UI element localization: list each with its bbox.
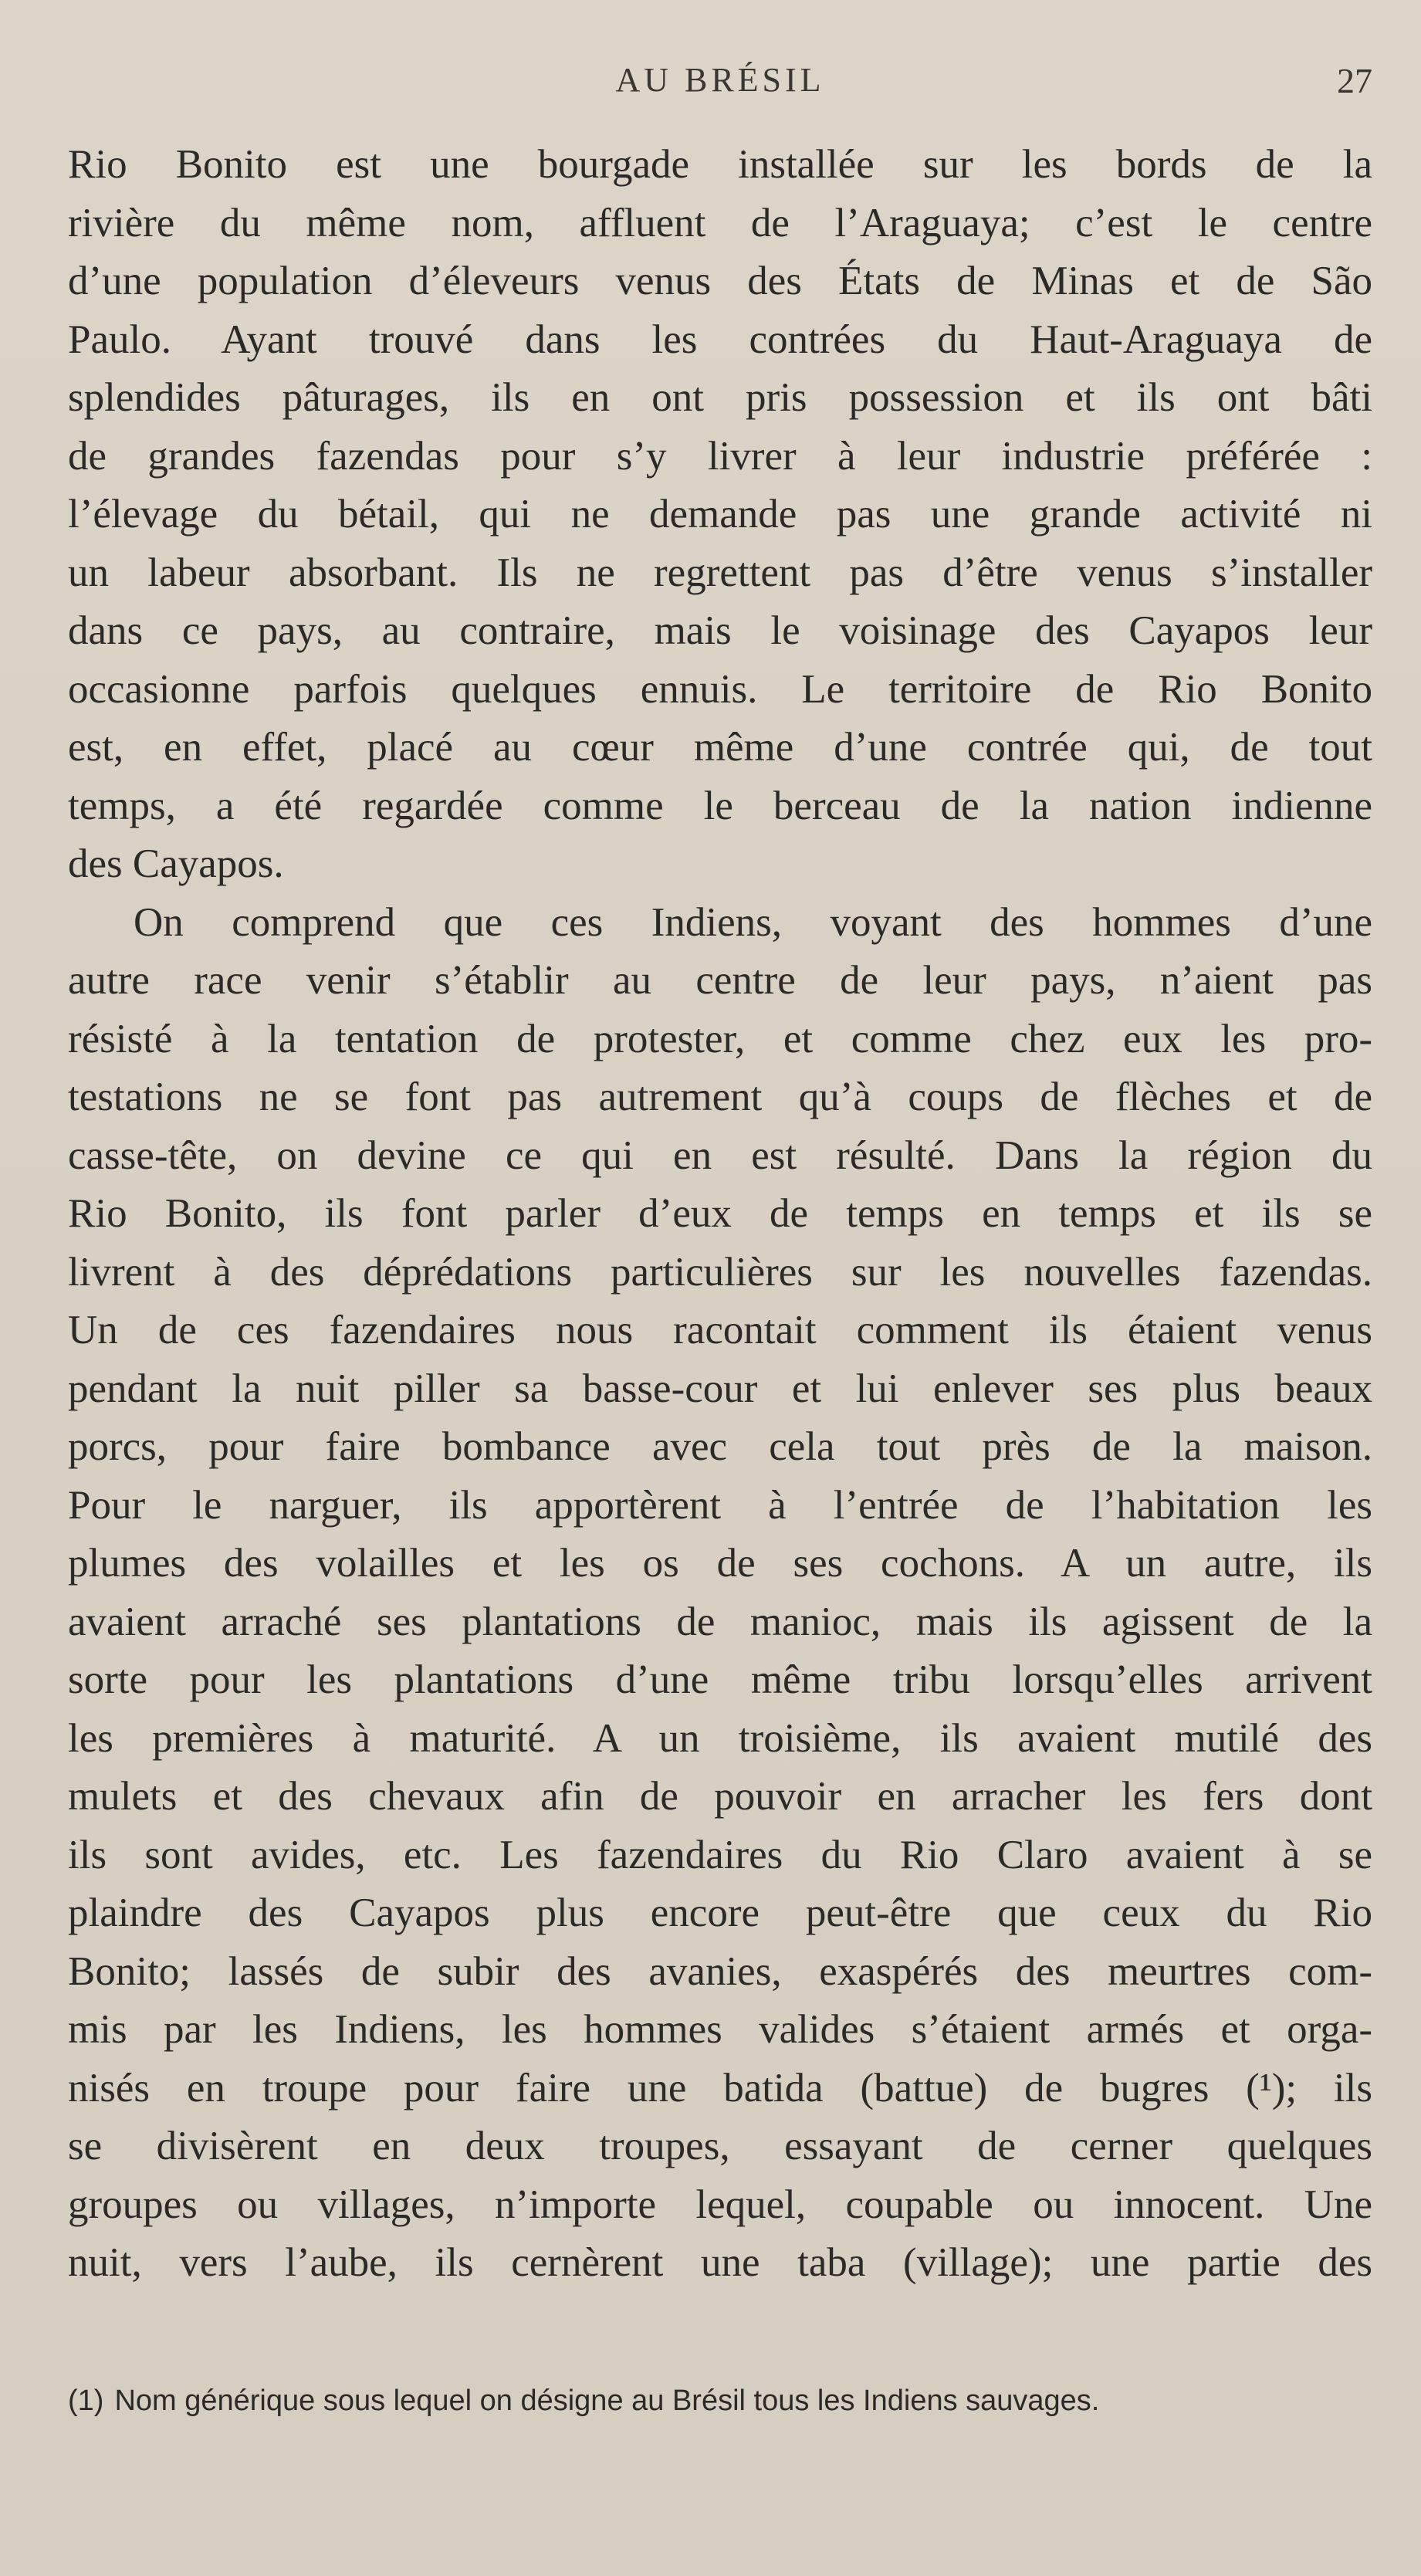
text-line: de grandes fazendas pour s’y livrer à leur industrie préférée : bbox=[68, 433, 1372, 479]
text-line: nisés en troupe pour faire une batida (battue) de bugres (¹); ils bbox=[68, 2065, 1372, 2111]
text-line: résisté à la tentation de protester, et comme chez eux les pro- bbox=[68, 1016, 1372, 1061]
text-line: Paulo. Ayant trouvé dans les contrées du Haut-Araguaya de bbox=[68, 316, 1372, 362]
body-text bbox=[68, 136, 1372, 2293]
running-title: AU BRÉSIL bbox=[615, 61, 825, 99]
page-header bbox=[68, 60, 1372, 107]
text-line: Bonito; lassés de subir des avanies, exaspérés des meurtres com- bbox=[68, 1948, 1372, 1994]
footnote-marker: (1) bbox=[68, 2385, 104, 2417]
text-line: Rio Bonito est une bourgade installée sur les bords de la bbox=[68, 142, 1372, 187]
text-line: casse-tête, on devine ce qui en est résulté. Dans la région du bbox=[68, 1132, 1372, 1178]
text-line: mulets et des chevaux afin de pouvoir en arracher les fers dont bbox=[68, 1774, 1372, 1819]
text-line: d’une population d’éleveurs venus des États de Minas et de São bbox=[68, 259, 1372, 303]
text-line: les premières à maturité. A un troisième, ils avaient mutilé des bbox=[68, 1715, 1372, 1761]
text-line: livrent à des déprédations particulières sur les nouvelles fazendas. bbox=[68, 1249, 1372, 1295]
text-line: dans ce pays, au contraire, mais le voisinage des Cayapos leur bbox=[68, 608, 1372, 653]
text-line: groupes ou villages, n’importe lequel, coupable ou innocent. Une bbox=[68, 2182, 1372, 2227]
text-line: se divisèrent en deux troupes, essayant de cerner quelques bbox=[68, 2124, 1372, 2168]
text-line: ils sont avides, etc. Les fazendaires du Rio Claro avaient à se bbox=[68, 1832, 1372, 1877]
text-line: occasionne parfois quelques ennuis. Le territoire de Rio Bonito bbox=[68, 666, 1372, 712]
text-line: sorte pour les plantations d’une même tribu lorsqu’elles arrivent bbox=[68, 1657, 1372, 1702]
text-line: avaient arraché ses plantations de manioc, mais ils agissent de la bbox=[68, 1599, 1372, 1644]
text-line: autre race venir s’établir au centre de leur pays, n’aient pas bbox=[68, 958, 1372, 1003]
text-line: porcs, pour faire bombance avec cela tout près de la maison. bbox=[68, 1424, 1372, 1469]
text-line: un labeur absorbant. Ils ne regrettent pas d’être venus s’installer bbox=[68, 550, 1372, 595]
text-line: l’élevage du bétail, qui ne demande pas une grande activité ni bbox=[68, 492, 1372, 537]
text-line: des Cayapos. bbox=[68, 841, 284, 886]
text-line: Pour le narguer, ils apportèrent à l’entrée de l’habitation les bbox=[68, 1482, 1372, 1528]
text-line: Rio Bonito, ils font parler d’eux de temps en temps et ils se bbox=[68, 1191, 1372, 1236]
text-line: rivière du même nom, affluent de l’Araguaya; c’est le centre bbox=[68, 200, 1372, 245]
text-line: nuit, vers l’aube, ils cernèrent une taba (village); une partie des bbox=[68, 2240, 1372, 2285]
text-line: Un de ces fazendaires nous racontait comment ils étaient venus bbox=[68, 1308, 1372, 1352]
text-line: splendides pâturages, ils en ont pris possession et ils ont bâti bbox=[68, 375, 1372, 420]
text-line: mis par les Indiens, les hommes valides s’étaient armés et orga- bbox=[68, 2007, 1372, 2052]
footnote-text: Nom générique sous lequel on désigne au Brésil tous les Indiens sauvages. bbox=[114, 2385, 1100, 2417]
page-number: 27 bbox=[1337, 61, 1372, 100]
text-line: temps, a été regardée comme le berceau de la nation indienne bbox=[68, 783, 1372, 828]
text-line: plumes des volailles et les os de ses cochons. A un autre, ils bbox=[68, 1541, 1372, 1586]
text-line: On comprend que ces Indiens, voyant des hommes d’une bbox=[134, 899, 1372, 945]
footnote bbox=[68, 2381, 1372, 2420]
text-line: est, en effet, placé au cœur même d’une contrée qui, de tout bbox=[68, 725, 1372, 770]
text-line: plaindre des Cayapos plus encore peut-être que ceux du Rio bbox=[68, 1891, 1372, 1935]
text-line: testations ne se font pas autrement qu’à coups de flèches et de bbox=[68, 1075, 1372, 1119]
text-line: pendant la nuit piller sa basse-cour et lui enlever ses plus beaux bbox=[68, 1366, 1372, 1411]
